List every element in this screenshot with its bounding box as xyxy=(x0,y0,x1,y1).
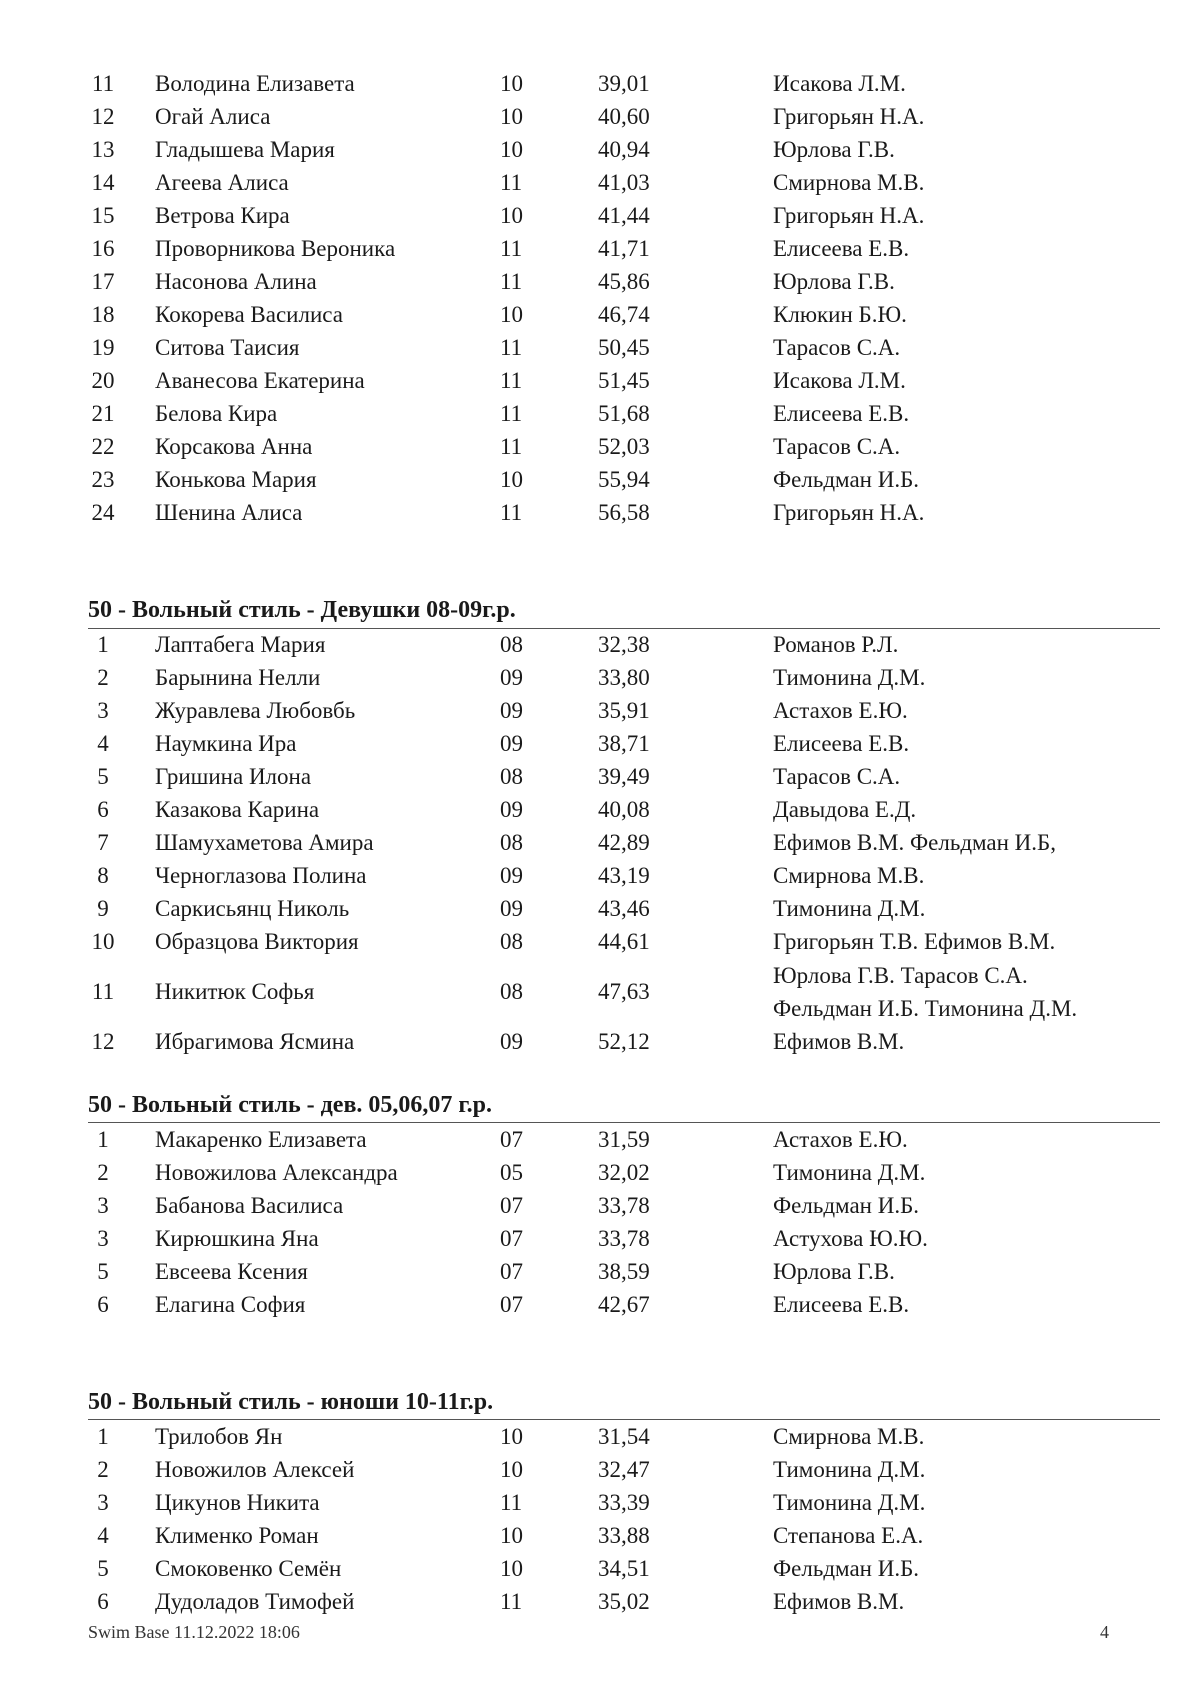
result-time: 35,91 xyxy=(598,698,650,723)
place: 5 xyxy=(97,1556,109,1581)
place: 3 xyxy=(97,1490,109,1515)
place: 14 xyxy=(91,170,115,195)
coach: Тарасов С.А. xyxy=(773,764,901,789)
result-time: 39,01 xyxy=(598,71,650,96)
birth-year: 10 xyxy=(500,203,523,228)
result-time: 41,44 xyxy=(598,203,650,228)
athlete-name: Гладышева Мария xyxy=(155,137,335,162)
result-time: 41,71 xyxy=(598,236,650,261)
result-row xyxy=(0,101,1200,133)
birth-year: 10 xyxy=(500,104,523,129)
result-row xyxy=(0,893,1200,925)
result-time: 38,59 xyxy=(598,1259,650,1284)
result-row xyxy=(0,497,1200,529)
birth-year: 11 xyxy=(500,1589,523,1614)
athlete-name: Цикунов Никита xyxy=(155,1490,320,1515)
result-row xyxy=(0,1157,1200,1189)
result-time: 44,61 xyxy=(598,929,650,954)
result-time: 31,59 xyxy=(598,1127,650,1152)
birth-year: 08 xyxy=(500,929,523,954)
birth-year: 09 xyxy=(500,1029,523,1054)
birth-year: 11 xyxy=(500,335,523,360)
place: 2 xyxy=(97,665,109,690)
birth-year: 08 xyxy=(500,979,523,1004)
result-time: 31,54 xyxy=(598,1424,650,1449)
result-row xyxy=(0,1520,1200,1552)
coach: Фельдман И.Б. xyxy=(773,1193,920,1218)
place: 2 xyxy=(97,1457,109,1482)
result-time: 33,88 xyxy=(598,1523,650,1548)
place: 24 xyxy=(91,500,115,525)
place: 4 xyxy=(97,731,109,756)
place: 19 xyxy=(91,335,115,360)
coach: Тарасов С.А. xyxy=(773,434,901,459)
result-time: 33,80 xyxy=(598,665,650,690)
coach: Ефимов В.М. xyxy=(773,1589,905,1614)
birth-year: 10 xyxy=(500,302,523,327)
birth-year: 07 xyxy=(500,1127,523,1152)
coach: Давыдова Е.Д. xyxy=(773,797,917,822)
birth-year: 09 xyxy=(500,863,523,888)
result-time: 35,02 xyxy=(598,1589,650,1614)
result-row xyxy=(0,398,1200,430)
athlete-name: Кирюшкина Яна xyxy=(155,1226,319,1251)
result-time: 40,94 xyxy=(598,137,650,162)
coach: Исакова Л.М. xyxy=(773,71,906,96)
birth-year: 10 xyxy=(500,1523,523,1548)
result-row xyxy=(0,200,1200,232)
athlete-name: Шенина Алиса xyxy=(155,500,303,525)
athlete-name: Новожилов Алексей xyxy=(155,1457,355,1482)
place: 9 xyxy=(97,896,109,921)
athlete-name: Дудоладов Тимофей xyxy=(155,1589,355,1614)
birth-year: 08 xyxy=(500,764,523,789)
place: 12 xyxy=(91,104,115,129)
result-time: 33,39 xyxy=(598,1490,650,1515)
place: 1 xyxy=(97,1127,109,1152)
coach: Елисеева Е.В. xyxy=(773,1292,910,1317)
coach: Астахов Е.Ю. xyxy=(773,1127,908,1152)
place: 3 xyxy=(97,1226,109,1251)
athlete-name: Макаренко Елизавета xyxy=(155,1127,367,1152)
coach: Тимонина Д.М. xyxy=(773,896,926,921)
athlete-name: Белова Кира xyxy=(155,401,278,426)
coach: Григорьян Н.А. xyxy=(773,104,925,129)
place: 23 xyxy=(91,467,115,492)
athlete-name: Никитюк Софья xyxy=(155,979,315,1004)
result-row xyxy=(0,332,1200,364)
result-row xyxy=(0,1190,1200,1222)
place: 22 xyxy=(91,434,115,459)
result-row xyxy=(0,167,1200,199)
place: 6 xyxy=(97,797,109,822)
result-row xyxy=(0,1289,1200,1321)
coach: Смирнова М.В. xyxy=(773,1424,925,1449)
athlete-name: Кокорева Василиса xyxy=(155,302,343,327)
result-time: 46,74 xyxy=(598,302,650,327)
birth-year: 09 xyxy=(500,698,523,723)
coach: Елисеева Е.В. xyxy=(773,731,910,756)
coach: Романов Р.Л. xyxy=(773,632,899,657)
athlete-name: Шамухаметова Амира xyxy=(155,830,374,855)
birth-year: 08 xyxy=(500,632,523,657)
result-time: 40,08 xyxy=(598,797,650,822)
result-row xyxy=(0,761,1200,793)
birth-year: 07 xyxy=(500,1292,523,1317)
athlete-name: Ситова Таисия xyxy=(155,335,300,360)
section-heading: 50 - Вольный стиль - Девушки 08-09г.р. xyxy=(88,597,516,623)
coach: Тимонина Д.М. xyxy=(773,1160,926,1185)
athlete-name: Гришина Илона xyxy=(155,764,312,789)
coach: Фельдман И.Б. xyxy=(773,467,920,492)
result-time: 50,45 xyxy=(598,335,650,360)
birth-year: 09 xyxy=(500,797,523,822)
athlete-name: Корсакова Анна xyxy=(155,434,313,459)
result-row xyxy=(0,827,1200,859)
result-time: 33,78 xyxy=(598,1226,650,1251)
coach: Ефимов В.М. xyxy=(773,1029,905,1054)
place: 1 xyxy=(97,1424,109,1449)
result-row xyxy=(0,1124,1200,1156)
result-row xyxy=(0,68,1200,100)
place: 3 xyxy=(97,698,109,723)
place: 10 xyxy=(91,929,115,954)
result-row xyxy=(0,959,1200,1025)
coach: Степанова Е.А. xyxy=(773,1523,924,1548)
result-time: 51,45 xyxy=(598,368,650,393)
birth-year: 11 xyxy=(500,368,523,393)
birth-year: 11 xyxy=(500,500,523,525)
coach: Исакова Л.М. xyxy=(773,368,906,393)
coach: Ефимов В.М. Фельдман И.Б, xyxy=(773,830,1056,855)
result-time: 51,68 xyxy=(598,401,650,426)
coach: Тимонина Д.М. xyxy=(773,1490,926,1515)
result-time: 56,58 xyxy=(598,500,650,525)
result-time: 42,67 xyxy=(598,1292,650,1317)
athlete-name: Саркисьянц Николь xyxy=(155,896,350,921)
result-row xyxy=(0,1454,1200,1486)
birth-year: 05 xyxy=(500,1160,523,1185)
result-row xyxy=(0,1586,1200,1618)
page-number: 4 xyxy=(1100,1622,1109,1642)
birth-year: 10 xyxy=(500,1424,523,1449)
place: 16 xyxy=(91,236,115,261)
coach: Григорьян Н.А. xyxy=(773,203,925,228)
coach: Смирнова М.В. xyxy=(773,170,925,195)
section-heading: 50 - Вольный стиль - дев. 05,06,07 г.р. xyxy=(88,1092,492,1118)
athlete-name: Агеева Алиса xyxy=(155,170,289,195)
place: 6 xyxy=(97,1589,109,1614)
birth-year: 07 xyxy=(500,1226,523,1251)
place: 20 xyxy=(91,368,115,393)
result-row xyxy=(0,1223,1200,1255)
place: 8 xyxy=(97,863,109,888)
athlete-name: Огай Алиса xyxy=(155,104,271,129)
birth-year: 09 xyxy=(500,665,523,690)
coach: Смирнова М.В. xyxy=(773,863,925,888)
result-row xyxy=(0,431,1200,463)
place: 5 xyxy=(97,1259,109,1284)
athlete-name: Проворникова Вероника xyxy=(155,236,396,261)
result-time: 38,71 xyxy=(598,731,650,756)
coach: Клюкин Б.Ю. xyxy=(773,302,907,327)
place: 1 xyxy=(97,632,109,657)
coach: Елисеева Е.В. xyxy=(773,401,910,426)
coach: Григорьян Т.В. Ефимов В.М. xyxy=(773,929,1056,954)
result-time: 34,51 xyxy=(598,1556,650,1581)
result-time: 43,19 xyxy=(598,863,650,888)
athlete-name: Смоковенко Семён xyxy=(155,1556,342,1581)
result-row xyxy=(0,1256,1200,1288)
place: 21 xyxy=(91,401,115,426)
coach: Тимонина Д.М. xyxy=(773,1457,926,1482)
result-row xyxy=(0,629,1200,661)
coach-secondary: Фельдман И.Б. Тимонина Д.М. xyxy=(773,996,1078,1021)
result-time: 40,60 xyxy=(598,104,650,129)
place: 17 xyxy=(91,269,115,294)
athlete-name: Бабанова Василиса xyxy=(155,1193,344,1218)
coach: Тимонина Д.М. xyxy=(773,665,926,690)
athlete-name: Ибрагимова Ясмина xyxy=(155,1029,355,1054)
place: 2 xyxy=(97,1160,109,1185)
result-row xyxy=(0,464,1200,496)
athlete-name: Аванесова Екатерина xyxy=(155,368,365,393)
coach: Астахов Е.Ю. xyxy=(773,698,908,723)
place: 7 xyxy=(97,830,109,855)
athlete-name: Володина Елизавета xyxy=(155,71,355,96)
result-time: 47,63 xyxy=(598,979,650,1004)
result-row xyxy=(0,1553,1200,1585)
athlete-name: Клименко Роман xyxy=(155,1523,319,1548)
result-row xyxy=(0,728,1200,760)
result-row xyxy=(0,299,1200,331)
coach: Юрлова Г.В. xyxy=(773,269,895,294)
result-row xyxy=(0,134,1200,166)
result-time: 32,02 xyxy=(598,1160,650,1185)
athlete-name: Образцова Виктория xyxy=(155,929,359,954)
birth-year: 10 xyxy=(500,71,523,96)
result-row xyxy=(0,1487,1200,1519)
place: 11 xyxy=(91,979,115,1004)
result-time: 32,38 xyxy=(598,632,650,657)
place: 12 xyxy=(91,1029,115,1054)
place: 6 xyxy=(97,1292,109,1317)
birth-year: 10 xyxy=(500,467,523,492)
section-divider xyxy=(88,1122,1160,1123)
result-time: 52,12 xyxy=(598,1029,650,1054)
coach: Астухова Ю.Ю. xyxy=(773,1226,928,1251)
result-row xyxy=(0,233,1200,265)
birth-year: 07 xyxy=(500,1259,523,1284)
result-row xyxy=(0,860,1200,892)
birth-year: 11 xyxy=(500,236,523,261)
birth-year: 11 xyxy=(500,269,523,294)
coach: Григорьян Н.А. xyxy=(773,500,925,525)
result-time: 43,46 xyxy=(598,896,650,921)
birth-year: 08 xyxy=(500,830,523,855)
result-row xyxy=(0,695,1200,727)
section-divider xyxy=(88,1419,1160,1420)
result-time: 42,89 xyxy=(598,830,650,855)
result-time: 39,49 xyxy=(598,764,650,789)
place: 4 xyxy=(97,1523,109,1548)
athlete-name: Трилобов Ян xyxy=(155,1424,283,1449)
footer-timestamp: Swim Base 11.12.2022 18:06 xyxy=(88,1622,300,1642)
coach: Фельдман И.Б. xyxy=(773,1556,920,1581)
athlete-name: Елагина София xyxy=(155,1292,306,1317)
athlete-name: Наумкина Ира xyxy=(155,731,297,756)
birth-year: 11 xyxy=(500,401,523,426)
athlete-name: Конькова Мария xyxy=(155,467,317,492)
birth-year: 10 xyxy=(500,1556,523,1581)
result-time: 41,03 xyxy=(598,170,650,195)
result-row xyxy=(0,662,1200,694)
athlete-name: Черноглазова Полина xyxy=(155,863,367,888)
result-row xyxy=(0,794,1200,826)
coach: Юрлова Г.В. xyxy=(773,1259,895,1284)
birth-year: 11 xyxy=(500,170,523,195)
athlete-name: Барынина Нелли xyxy=(155,665,321,690)
result-row xyxy=(0,1421,1200,1453)
birth-year: 07 xyxy=(500,1193,523,1218)
place: 18 xyxy=(91,302,115,327)
result-time: 33,78 xyxy=(598,1193,650,1218)
place: 5 xyxy=(97,764,109,789)
athlete-name: Евсеева Ксения xyxy=(155,1259,308,1284)
place: 15 xyxy=(91,203,115,228)
result-row xyxy=(0,266,1200,298)
athlete-name: Ветрова Кира xyxy=(155,203,290,228)
birth-year: 10 xyxy=(500,1457,523,1482)
result-row xyxy=(0,365,1200,397)
place: 13 xyxy=(91,137,115,162)
birth-year: 09 xyxy=(500,896,523,921)
athlete-name: Лаптабега Мария xyxy=(155,632,326,657)
birth-year: 09 xyxy=(500,731,523,756)
coach: Юрлова Г.В. xyxy=(773,137,895,162)
section-heading: 50 - Вольный стиль - юноши 10-11г.р. xyxy=(88,1389,494,1415)
birth-year: 10 xyxy=(500,137,523,162)
result-time: 32,47 xyxy=(598,1457,650,1482)
result-time: 55,94 xyxy=(598,467,650,492)
athlete-name: Насонова Алина xyxy=(155,269,317,294)
result-time: 45,86 xyxy=(598,269,650,294)
coach: Тарасов С.А. xyxy=(773,335,901,360)
coach: Елисеева Е.В. xyxy=(773,236,910,261)
athlete-name: Новожилова Александра xyxy=(155,1160,398,1185)
place: 3 xyxy=(97,1193,109,1218)
place: 11 xyxy=(91,71,115,96)
result-row xyxy=(0,1026,1200,1058)
athlete-name: Казакова Карина xyxy=(155,797,320,822)
birth-year: 11 xyxy=(500,1490,523,1515)
athlete-name: Журавлева Любовбь xyxy=(155,698,356,723)
result-row xyxy=(0,926,1200,958)
coach: Юрлова Г.В. Тарасов С.А. xyxy=(773,963,1028,988)
result-time: 52,03 xyxy=(598,434,650,459)
birth-year: 11 xyxy=(500,434,523,459)
